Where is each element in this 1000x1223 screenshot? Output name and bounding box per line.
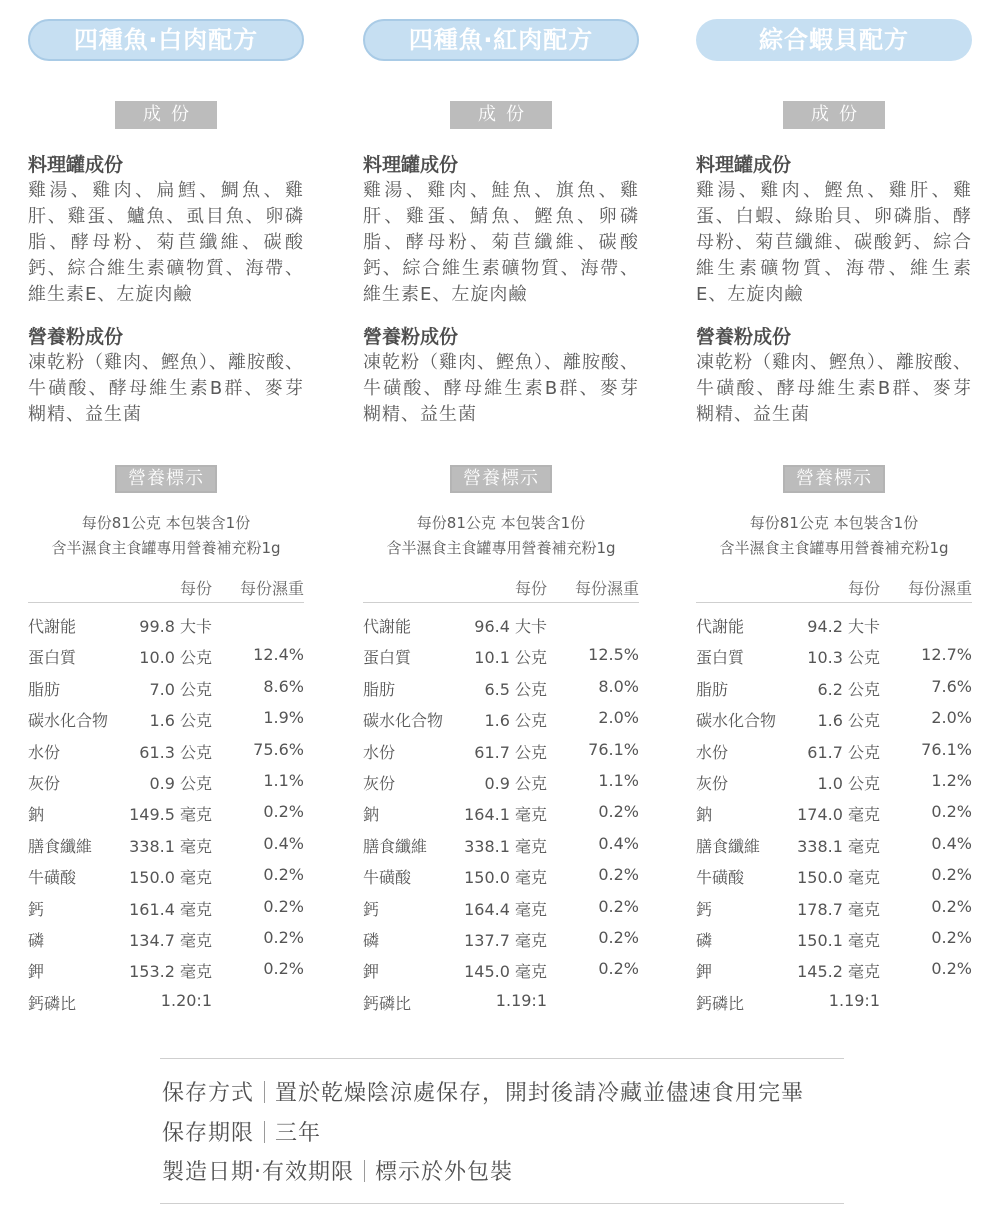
nutrient-name: 膳食纖維: [696, 837, 761, 856]
nutrient-percent: 1.1%: [598, 771, 639, 790]
nutrition-row: [363, 897, 639, 921]
nutrient-value: 150.0 毫克: [464, 868, 547, 887]
nutrient-value: 61.7 公克: [807, 743, 880, 762]
nutrient-name: 蛋白質: [363, 648, 412, 667]
nutrition-row: [363, 771, 639, 795]
storage-text: 置於乾燥陰涼處保存，開封後請冷藏並儘速食用完畢: [275, 1081, 805, 1106]
powder-ingredients-text: 凍乾粉（雞肉、鰹魚）、離胺酸、牛磺酸、酵母維生素B群、麥芽糊精、益生菌: [28, 352, 304, 425]
nutrition-row: [696, 614, 972, 638]
nutrition-row: [696, 897, 972, 921]
serving-line-1: 每份81公克 本包裝含1份: [416, 514, 586, 532]
nutrition-table-header: [363, 576, 639, 603]
nutrient-percent: 1.9%: [263, 708, 304, 727]
nutrient-percent: 0.4%: [263, 834, 304, 853]
nutrient-percent: 2.0%: [598, 708, 639, 727]
storage-info: [160, 1058, 844, 1204]
nutrient-percent: 12.4%: [253, 645, 304, 664]
nutrient-value: 338.1 毫克: [797, 837, 880, 856]
nutrient-percent: 7.6%: [931, 677, 972, 696]
nutrient-value: 149.5 毫克: [129, 805, 212, 824]
canned-ingredients-text: 雞湯、雞肉、扁鱈、鯛魚、雞肝、雞蛋、鱸魚、虱目魚、卵磷脂、酵母粉、菊苣纖維、碳酸鈣、綜合維生素礦物質、海帶、維生素E、左旋肉鹼: [28, 180, 304, 305]
nutrition-row: [28, 928, 304, 952]
canned-ingredients-text: 雞湯、雞肉、鰹魚、雞肝、雞蛋、白蝦、綠貽貝、卵磷脂、酵母粉、菊苣纖維、碳酸鈣、綜合維生素礦物質、海帶、維生素E、左旋肉鹼: [696, 180, 972, 305]
nutrient-value: 338.1 毫克: [129, 837, 212, 856]
canned-ingredients-title: 料理罐成份: [363, 154, 459, 176]
nutrient-percent: 8.6%: [263, 677, 304, 696]
ingredients-label: 成份: [450, 101, 552, 129]
nutrition-label: 營養標示: [115, 465, 217, 493]
recipe-title: 四種魚‧白肉配方: [28, 19, 304, 61]
nutrient-name: 脂肪: [696, 680, 729, 699]
nutrient-value: 0.9 公克: [484, 774, 547, 793]
nutrient-name: 水份: [363, 743, 396, 762]
nutrient-percent: 0.2%: [931, 928, 972, 947]
nutrient-name: 鈣: [696, 900, 713, 919]
nutrient-value: 10.1 公克: [474, 648, 547, 667]
powder-ingredients-title: 營養粉成份: [28, 326, 124, 348]
nutrient-name: 牛磺酸: [696, 868, 745, 887]
nutrient-value: 6.2 公克: [817, 680, 880, 699]
nutrient-name: 鈣: [28, 900, 45, 919]
nutrition-row: [363, 677, 639, 701]
nutrient-name: 碳水化合物: [28, 711, 109, 730]
nutrient-value: 10.3 公克: [807, 648, 880, 667]
nutrition-row: [696, 834, 972, 858]
nutrient-name: 鉀: [696, 962, 713, 981]
nutrient-value: 96.4 大卡: [474, 617, 547, 636]
shelf-life-line: [162, 1116, 321, 1147]
nutrient-name: 脂肪: [28, 680, 61, 699]
nutrient-value: 150.0 毫克: [797, 868, 880, 887]
nutrient-name: 碳水化合物: [696, 711, 777, 730]
nutrient-value: 174.0 毫克: [797, 805, 880, 824]
nutrient-name: 鈣磷比: [28, 994, 77, 1013]
header-per-serving: 每份: [847, 579, 880, 598]
nutrition-row: [28, 677, 304, 701]
storage-label: 保存方式: [162, 1081, 255, 1106]
nutrient-value: 10.0 公克: [139, 648, 212, 667]
ingredients-label: 成份: [783, 101, 885, 129]
nutrition-table-header: [28, 576, 304, 603]
nutrient-name: 代謝能: [696, 617, 745, 636]
nutrient-value: 150.0 毫克: [129, 868, 212, 887]
serving-line-1: 每份81公克 本包裝含1份: [749, 514, 919, 532]
nutrition-row: [363, 959, 639, 983]
nutrition-row: [28, 834, 304, 858]
nutrient-value: 0.9 公克: [149, 774, 212, 793]
nutrient-percent: 1.1%: [263, 771, 304, 790]
nutrient-value: 1.0 公克: [817, 774, 880, 793]
nutrition-row: [696, 928, 972, 952]
nutrient-name: 灰份: [696, 774, 729, 793]
nutrient-name: 代謝能: [363, 617, 412, 636]
nutrient-percent: 0.2%: [931, 897, 972, 916]
nutrient-name: 磷: [28, 931, 45, 950]
nutrient-name: 鉀: [28, 962, 45, 981]
nutrient-value: 161.4 毫克: [129, 900, 212, 919]
nutrient-percent: 0.2%: [931, 865, 972, 884]
nutrient-value: 1.19:1: [495, 991, 547, 1010]
nutrient-value: 94.2 大卡: [807, 617, 880, 636]
serving-line-2: 含半濕食主食罐專用營養補充粉1g: [719, 539, 949, 557]
shelf-life-text: 三年: [275, 1121, 322, 1146]
nutrition-row: [696, 677, 972, 701]
nutrition-row: [363, 614, 639, 638]
nutrition-row: [28, 708, 304, 732]
nutrient-name: 鈉: [28, 805, 45, 824]
nutrient-percent: 0.2%: [263, 865, 304, 884]
nutrition-row: [363, 802, 639, 826]
nutrition-row: [363, 645, 639, 669]
header-wet-weight: 每份濕重: [239, 579, 304, 598]
nutrition-row: [696, 991, 972, 1015]
divider: [264, 1121, 265, 1143]
nutrition-row: [28, 897, 304, 921]
nutrient-value: 150.1 毫克: [797, 931, 880, 950]
nutrient-percent: 0.4%: [598, 834, 639, 853]
nutrient-percent: 1.2%: [931, 771, 972, 790]
nutrient-value: 61.3 公克: [139, 743, 212, 762]
nutrient-percent: 0.2%: [598, 928, 639, 947]
nutrient-value: 145.2 毫克: [797, 962, 880, 981]
nutrition-row: [28, 802, 304, 826]
nutrient-name: 鉀: [363, 962, 380, 981]
nutrient-name: 蛋白質: [28, 648, 77, 667]
nutrition-row: [28, 614, 304, 638]
powder-ingredients-title: 營養粉成份: [363, 326, 459, 348]
nutrition-row: [696, 959, 972, 983]
powder-ingredients-title: 營養粉成份: [696, 326, 792, 348]
nutrient-percent: 0.2%: [598, 865, 639, 884]
nutrient-name: 水份: [28, 743, 61, 762]
nutrition-row: [696, 771, 972, 795]
nutrition-row: [28, 865, 304, 889]
serving-line-2: 含半濕食主食罐專用營養補充粉1g: [386, 539, 616, 557]
header-per-serving: 每份: [514, 579, 547, 598]
nutrient-value: 134.7 毫克: [129, 931, 212, 950]
nutrient-name: 磷: [696, 931, 713, 950]
serving-info: [28, 511, 304, 561]
nutrient-name: 脂肪: [363, 680, 396, 699]
nutrient-percent: 0.2%: [598, 959, 639, 978]
nutrition-row: [363, 740, 639, 764]
nutrient-value: 178.7 毫克: [797, 900, 880, 919]
nutrient-name: 牛磺酸: [363, 868, 412, 887]
serving-line-2: 含半濕食主食罐專用營養補充粉1g: [51, 539, 281, 557]
nutrient-value: 1.19:1: [828, 991, 880, 1010]
nutrition-row: [28, 740, 304, 764]
nutrient-percent: 0.2%: [263, 802, 304, 821]
nutrient-name: 磷: [363, 931, 380, 950]
powder-ingredients-text: 凍乾粉（雞肉、鰹魚）、離胺酸、牛磺酸、酵母維生素B群、麥芽糊精、益生菌: [696, 352, 972, 425]
nutrition-row: [28, 959, 304, 983]
nutrient-name: 水份: [696, 743, 729, 762]
nutrient-name: 鈣磷比: [696, 994, 745, 1013]
header-per-serving: 每份: [179, 579, 212, 598]
date-label: 製造日期‧有效期限: [162, 1160, 354, 1185]
nutrient-value: 137.7 毫克: [464, 931, 547, 950]
storage-line: [162, 1076, 804, 1107]
nutrient-percent: 75.6%: [253, 740, 304, 759]
nutrient-percent: 0.2%: [931, 959, 972, 978]
serving-info: [363, 511, 639, 561]
nutrition-row: [696, 865, 972, 889]
nutrient-percent: 0.2%: [263, 959, 304, 978]
nutrient-name: 代謝能: [28, 617, 77, 636]
nutrient-percent: 0.2%: [263, 928, 304, 947]
nutrition-row: [363, 708, 639, 732]
nutrition-row: [696, 802, 972, 826]
nutrient-percent: 0.4%: [931, 834, 972, 853]
nutrient-value: 338.1 毫克: [464, 837, 547, 856]
nutrient-value: 164.1 毫克: [464, 805, 547, 824]
nutrition-label: 營養標示: [783, 465, 885, 493]
header-wet-weight: 每份濕重: [907, 579, 972, 598]
divider: [264, 1081, 265, 1103]
nutrition-row: [696, 645, 972, 669]
nutrient-name: 膳食纖維: [28, 837, 93, 856]
nutrient-percent: 0.2%: [263, 897, 304, 916]
nutrient-value: 61.7 公克: [474, 743, 547, 762]
shelf-life-label: 保存期限: [162, 1121, 255, 1146]
nutrient-name: 灰份: [363, 774, 396, 793]
divider: [364, 1160, 365, 1182]
nutrition-row: [363, 865, 639, 889]
nutrient-value: 164.4 毫克: [464, 900, 547, 919]
nutrient-value: 1.6 公克: [149, 711, 212, 730]
recipe-title: 四種魚‧紅肉配方: [363, 19, 639, 61]
nutrient-percent: 0.2%: [598, 897, 639, 916]
nutrient-name: 碳水化合物: [363, 711, 444, 730]
date-text: 標示於外包裝: [375, 1160, 514, 1185]
canned-ingredients-text: 雞湯、雞肉、鮭魚、旗魚、雞肝、雞蛋、鯖魚、鰹魚、卵磷脂、酵母粉、菊苣纖維、碳酸鈣、綜合維生素礦物質、海帶、維生素E、左旋肉鹼: [363, 180, 639, 305]
nutrient-name: 灰份: [28, 774, 61, 793]
header-wet-weight: 每份濕重: [574, 579, 639, 598]
nutrient-name: 鈉: [696, 805, 713, 824]
recipe-title: 綜合蝦貝配方: [696, 19, 972, 61]
nutrition-row: [363, 991, 639, 1015]
nutrient-value: 153.2 毫克: [129, 962, 212, 981]
nutrient-percent: 0.2%: [598, 802, 639, 821]
nutrient-percent: 8.0%: [598, 677, 639, 696]
nutrition-row: [696, 708, 972, 732]
nutrient-value: 145.0 毫克: [464, 962, 547, 981]
nutrient-percent: 76.1%: [921, 740, 972, 759]
nutrient-value: 1.20:1: [160, 991, 212, 1010]
nutrition-row: [28, 645, 304, 669]
serving-info: [696, 511, 972, 561]
nutrient-value: 99.8 大卡: [139, 617, 212, 636]
nutrition-table-header: [696, 576, 972, 603]
nutrient-percent: 2.0%: [931, 708, 972, 727]
nutrient-name: 鈣磷比: [363, 994, 412, 1013]
nutrition-row: [363, 928, 639, 952]
nutrient-percent: 0.2%: [931, 802, 972, 821]
nutrition-row: [28, 771, 304, 795]
nutrition-row: [363, 834, 639, 858]
nutrient-name: 鈣: [363, 900, 380, 919]
powder-ingredients-text: 凍乾粉（雞肉、鰹魚）、離胺酸、牛磺酸、酵母維生素B群、麥芽糊精、益生菌: [363, 352, 639, 425]
nutrient-name: 蛋白質: [696, 648, 745, 667]
nutrient-value: 6.5 公克: [484, 680, 547, 699]
nutrient-percent: 12.7%: [921, 645, 972, 664]
nutrient-value: 1.6 公克: [484, 711, 547, 730]
date-line: [162, 1155, 513, 1186]
canned-ingredients-title: 料理罐成份: [696, 154, 792, 176]
nutrient-percent: 12.5%: [588, 645, 639, 664]
nutrient-name: 膳食纖維: [363, 837, 428, 856]
serving-line-1: 每份81公克 本包裝含1份: [81, 514, 251, 532]
nutrient-name: 牛磺酸: [28, 868, 77, 887]
nutrient-value: 1.6 公克: [817, 711, 880, 730]
canned-ingredients-title: 料理罐成份: [28, 154, 124, 176]
nutrient-percent: 76.1%: [588, 740, 639, 759]
ingredients-label: 成份: [115, 101, 217, 129]
nutrient-value: 7.0 公克: [149, 680, 212, 699]
nutrition-row: [28, 991, 304, 1015]
nutrient-name: 鈉: [363, 805, 380, 824]
nutrition-row: [696, 740, 972, 764]
nutrition-label: 營養標示: [450, 465, 552, 493]
